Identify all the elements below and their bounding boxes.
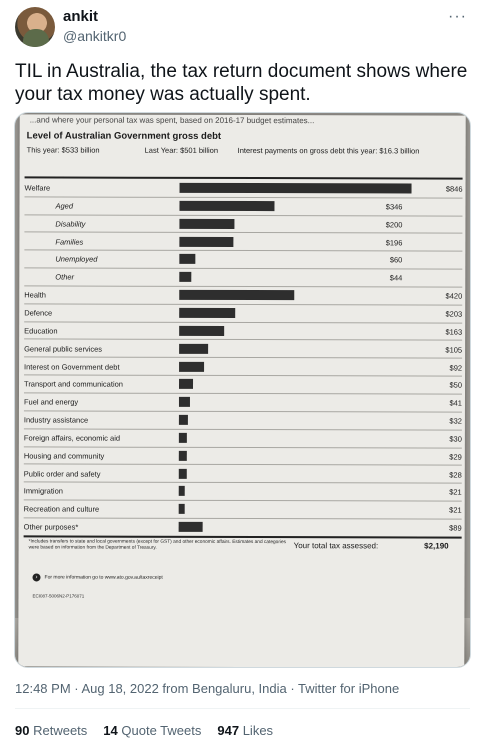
table-row: [24, 411, 462, 430]
table-row: [24, 304, 462, 323]
row-label: Interest on Government debt: [24, 361, 120, 372]
tax-receipt-document: [18, 114, 465, 667]
table-row: [24, 483, 462, 502]
row-label: Recreation and culture: [23, 504, 100, 514]
row-value: $200: [385, 220, 403, 230]
tweet-media-image[interactable]: [14, 112, 471, 668]
row-label: Unemployed: [55, 254, 98, 265]
table-row: [24, 197, 462, 216]
row-value: $30: [449, 434, 462, 444]
spending-bar: [179, 219, 234, 229]
row-value: $346: [385, 202, 403, 212]
row-value: $203: [445, 309, 463, 319]
spending-bar: [180, 183, 412, 194]
row-value: $21: [449, 505, 462, 515]
spending-bar: [179, 486, 185, 496]
divider: [24, 535, 462, 538]
table-row: [24, 322, 462, 341]
arrow-icon: ›: [33, 573, 41, 581]
table-row: [24, 233, 462, 252]
quotes-stat[interactable]: 14 Quote Tweets: [103, 723, 202, 738]
spending-bar: [179, 415, 188, 425]
table-row: [24, 447, 462, 466]
spending-bar: [179, 504, 185, 514]
table-row: [24, 251, 462, 270]
row-label: General public services: [24, 344, 103, 354]
total-label: Your total tax assessed:: [293, 541, 379, 551]
row-value: $41: [449, 398, 462, 408]
spending-bar: [179, 290, 294, 300]
spending-bar: [179, 272, 191, 282]
document-title: Level of Australian Government gross debt: [26, 130, 222, 142]
retweets-stat[interactable]: 90 Retweets: [15, 723, 88, 738]
tweet-stats: [15, 723, 273, 738]
row-label: Health: [24, 290, 46, 300]
tweet-header: [0, 0, 485, 56]
row-label: Public order and safety: [23, 469, 101, 479]
spending-bar: [179, 433, 187, 443]
table-row: [24, 501, 462, 520]
tweet-text: TIL in Australia, the tax return document shows where your tax money was actually spent.: [15, 61, 468, 105]
row-label: Transport and communication: [24, 379, 123, 390]
total-value: $2,190: [424, 541, 449, 551]
table-row: [24, 519, 462, 538]
row-label: Fuel and energy: [23, 397, 79, 407]
row-label: Immigration: [23, 486, 63, 496]
spending-bar: [179, 201, 274, 211]
footnote: *Includes transfers to state and local governments (except for GST) and other economic affairs. Estimates and categories were based on information from the Department of Treasury.: [28, 539, 287, 551]
table-row: [24, 358, 462, 377]
spending-bar: [179, 522, 203, 532]
user-handle[interactable]: @ankitkr0: [63, 28, 127, 44]
debt-last-year: Last Year: $501 billion: [144, 145, 219, 155]
table-row: [24, 269, 462, 288]
row-value: $21: [449, 487, 462, 498]
table-row: [24, 394, 462, 413]
debt-this-year: This year: $533 billion: [26, 145, 100, 155]
table-row: [25, 179, 463, 198]
spending-bar: [179, 397, 190, 407]
row-value: $163: [445, 327, 463, 337]
row-label: Welfare: [24, 183, 51, 193]
row-label: Aged: [55, 201, 74, 211]
spending-bar: [179, 379, 193, 389]
row-label: Families: [55, 237, 84, 247]
info-line: [33, 573, 163, 581]
more-options-icon[interactable]: ···: [448, 8, 467, 25]
tweet-timestamp[interactable]: 12:48 PM · Aug 18, 2022 from Bengaluru, India · Twitter for iPhone: [15, 681, 400, 696]
row-label: Housing and community: [23, 451, 105, 461]
row-label: Other purposes*: [23, 522, 79, 532]
row-value: $196: [385, 237, 403, 247]
row-value: $44: [389, 273, 403, 283]
spending-bar: [179, 236, 233, 246]
row-label: Education: [24, 326, 58, 336]
divider: [15, 708, 470, 709]
row-value: $92: [449, 363, 463, 373]
row-label: Defence: [24, 308, 53, 318]
spending-bar: [179, 468, 187, 478]
spending-bar: [179, 343, 208, 353]
table-row: [24, 215, 462, 234]
info-text: For more information go to www.ato.gov.au/taxreceipt: [44, 574, 163, 581]
row-value: $29: [449, 452, 462, 462]
spending-bar: [179, 308, 235, 318]
table-row: [24, 429, 462, 448]
row-value: $420: [445, 291, 463, 301]
table-row: [24, 376, 462, 395]
likes-stat[interactable]: 947 Likes: [217, 723, 274, 738]
spending-bar: [179, 326, 224, 336]
table-row: [24, 465, 462, 484]
table-row: [24, 340, 462, 359]
row-label: Foreign affairs, economic aid: [23, 433, 121, 443]
table-row: [24, 287, 462, 306]
avatar[interactable]: [15, 7, 55, 47]
row-label: Disability: [55, 219, 86, 229]
row-label: Other: [55, 272, 75, 282]
row-value: $846: [445, 184, 463, 194]
spending-bar: [179, 361, 204, 371]
avatar-photo: [23, 29, 49, 47]
interest-payments: Interest payments on gross debt this year: $16.3 billion: [237, 145, 420, 156]
row-value: $50: [449, 380, 463, 390]
document-cut-line: ...and where your personal tax was spent, based on 2016-17 budget estimates...: [29, 115, 315, 126]
document-code: ECI087-5006N2-P176071: [32, 593, 85, 599]
row-value: $28: [449, 470, 462, 480]
row-label: Industry assistance: [23, 415, 89, 425]
row-value: $105: [445, 345, 463, 355]
row-value: $60: [389, 255, 403, 265]
row-value: $89: [449, 523, 462, 533]
display-name[interactable]: ankit: [63, 8, 99, 25]
spending-bar: [179, 451, 187, 461]
spending-bar: [179, 254, 195, 264]
row-value: $32: [449, 416, 462, 426]
